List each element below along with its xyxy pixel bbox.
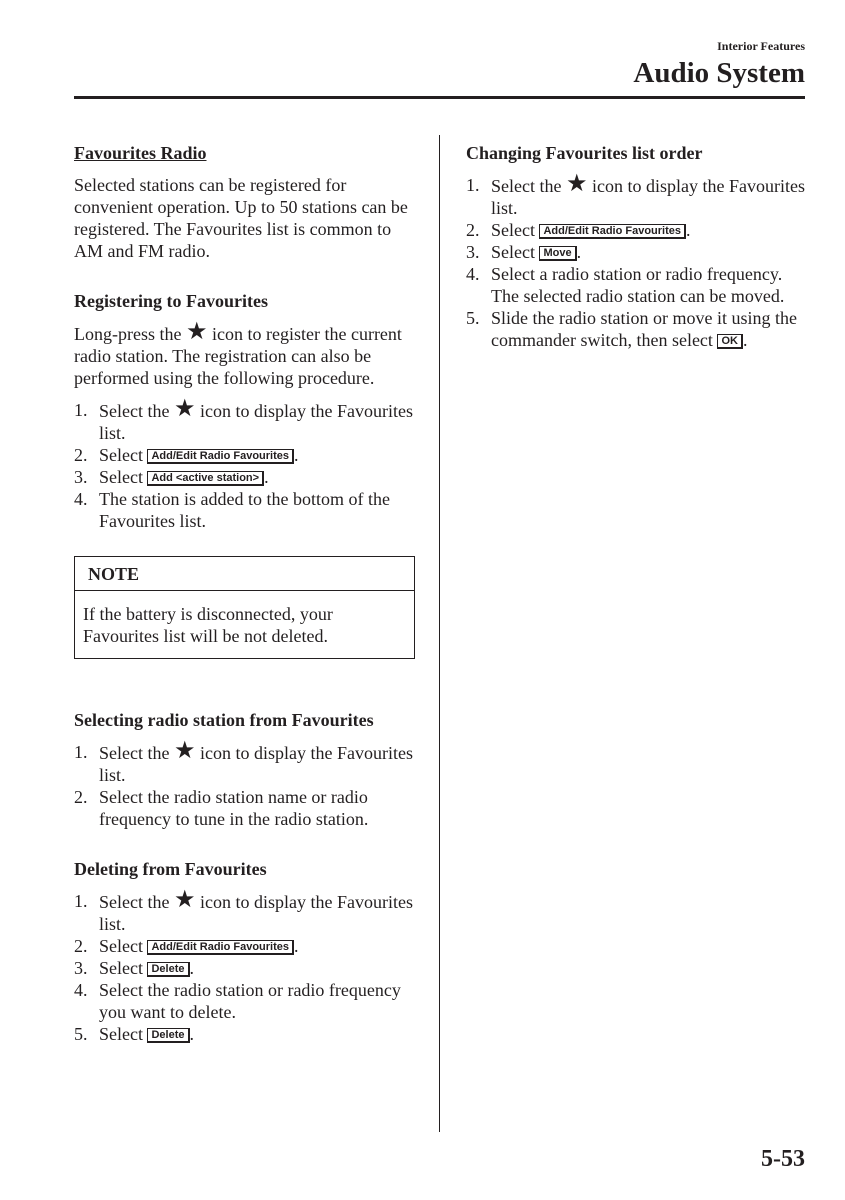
step-text: Select xyxy=(99,1024,143,1044)
step-text: Select a radio station or radio frequency. The selected radio station can be moved. xyxy=(491,264,785,306)
step-text: Slide the radio station or move it using the commander switch, then select xyxy=(491,308,797,350)
favourites-radio-section xyxy=(74,142,419,262)
step-text: . xyxy=(576,242,582,262)
star-icon: ★ xyxy=(173,885,196,913)
add-edit-radio-favourites-button: Add/Edit Radio Favourites xyxy=(147,449,294,464)
list-item xyxy=(74,466,419,488)
page-header xyxy=(633,38,805,90)
ok-button: OK xyxy=(717,334,743,349)
left-column xyxy=(74,142,419,1045)
list-item xyxy=(74,1023,419,1045)
step-text: . xyxy=(189,1024,195,1044)
step-number: 5. xyxy=(74,1024,88,1044)
selecting-section xyxy=(74,709,419,830)
step-text: . xyxy=(189,958,195,978)
step-number: 3. xyxy=(466,242,480,262)
step-text: Select the xyxy=(99,892,170,912)
star-icon: ★ xyxy=(173,736,196,764)
step-text: . xyxy=(294,936,299,956)
step-number: 2. xyxy=(74,445,88,465)
column-divider xyxy=(439,135,440,1132)
step-number: 1. xyxy=(74,891,88,911)
step-number: 1. xyxy=(74,742,88,762)
list-item xyxy=(466,307,811,351)
step-text: The station is added to the bottom of the Favourites list. xyxy=(99,489,390,531)
list-item xyxy=(74,935,419,957)
step-number: 5. xyxy=(466,308,480,328)
page-title: Audio System xyxy=(633,57,805,89)
step-text: . xyxy=(686,220,691,240)
list-item xyxy=(74,957,419,979)
list-item xyxy=(74,444,419,466)
favourites-radio-intro: Selected stations can be registered for convenient operation. Up to 50 stations can be registered. The Favourites list is common to AM and FM radio. xyxy=(74,175,408,261)
step-text: Select xyxy=(491,220,535,240)
step-number: 1. xyxy=(74,400,88,420)
section-label: Interior Features xyxy=(717,39,805,53)
step-number: 2. xyxy=(74,787,88,807)
list-item xyxy=(466,263,811,307)
move-button: Move xyxy=(539,246,576,261)
star-icon: ★ xyxy=(565,169,588,197)
deleting-steps xyxy=(74,885,419,1045)
step-text: icon to display the Favourites list. xyxy=(491,176,805,218)
step-text: Select the xyxy=(99,743,170,763)
delete-button: Delete xyxy=(147,1028,189,1043)
step-text: Select the radio station or radio frequency you want to delete. xyxy=(99,980,401,1022)
step-text: . xyxy=(294,445,299,465)
favourites-radio-heading: Favourites Radio xyxy=(74,143,207,163)
star-icon: ★ xyxy=(173,394,196,422)
header-rule xyxy=(74,96,805,99)
list-item xyxy=(74,979,419,1023)
list-item xyxy=(466,169,811,219)
list-item xyxy=(466,219,811,241)
list-item xyxy=(74,488,419,532)
note-box xyxy=(74,556,415,659)
right-column xyxy=(466,142,811,351)
registering-intro-after: icon to register the current radio station. The registration can also be performed using the following procedure. xyxy=(74,324,402,388)
step-text: . xyxy=(264,467,269,487)
changing-order-heading: Changing Favourites list order xyxy=(466,143,703,163)
step-text: Select the radio station name or radio frequency to tune in the radio station. xyxy=(99,787,369,829)
step-number: 2. xyxy=(466,220,480,240)
step-text: icon to display the Favourites list. xyxy=(99,401,413,443)
add-edit-radio-favourites-button: Add/Edit Radio Favourites xyxy=(539,224,686,239)
registering-heading: Registering to Favourites xyxy=(74,291,268,311)
step-text: Select the xyxy=(99,401,170,421)
selecting-steps xyxy=(74,736,419,830)
step-text: Select xyxy=(491,242,535,262)
step-text: Select xyxy=(99,445,143,465)
deleting-section xyxy=(74,858,419,1045)
registering-intro xyxy=(74,317,419,389)
step-number: 4. xyxy=(74,980,88,1000)
step-number: 2. xyxy=(74,936,88,956)
step-text: Select xyxy=(99,936,143,956)
registering-section xyxy=(74,290,419,532)
add-edit-radio-favourites-button: Add/Edit Radio Favourites xyxy=(147,940,294,955)
step-text: Select the xyxy=(491,176,562,196)
list-item xyxy=(74,786,419,830)
changing-order-steps xyxy=(466,169,811,351)
step-number: 3. xyxy=(74,467,88,487)
step-number: 1. xyxy=(466,175,480,195)
list-item xyxy=(74,736,419,786)
selecting-heading: Selecting radio station from Favourites xyxy=(74,710,374,730)
page-number: 5-53 xyxy=(761,1146,805,1172)
step-number: 3. xyxy=(74,958,88,978)
add-active-station-button: Add <active station> xyxy=(147,471,264,486)
step-number: 4. xyxy=(466,264,480,284)
deleting-heading: Deleting from Favourites xyxy=(74,859,267,879)
registering-steps xyxy=(74,394,419,532)
note-title: NOTE xyxy=(75,557,414,591)
list-item xyxy=(466,241,811,263)
list-item xyxy=(74,885,419,935)
step-number: 4. xyxy=(74,489,88,509)
step-text: icon to display the Favourites list. xyxy=(99,892,413,934)
step-text: . xyxy=(742,330,748,350)
star-icon: ★ xyxy=(185,317,208,345)
delete-button: Delete xyxy=(147,962,189,977)
step-text: icon to display the Favourites list. xyxy=(99,743,413,785)
step-text: Select xyxy=(99,958,143,978)
note-text: If the battery is disconnected, your Favourites list will be not deleted. xyxy=(83,604,333,646)
list-item xyxy=(74,394,419,444)
step-text: Select xyxy=(99,467,143,487)
registering-intro-before: Long-press the xyxy=(74,324,182,344)
